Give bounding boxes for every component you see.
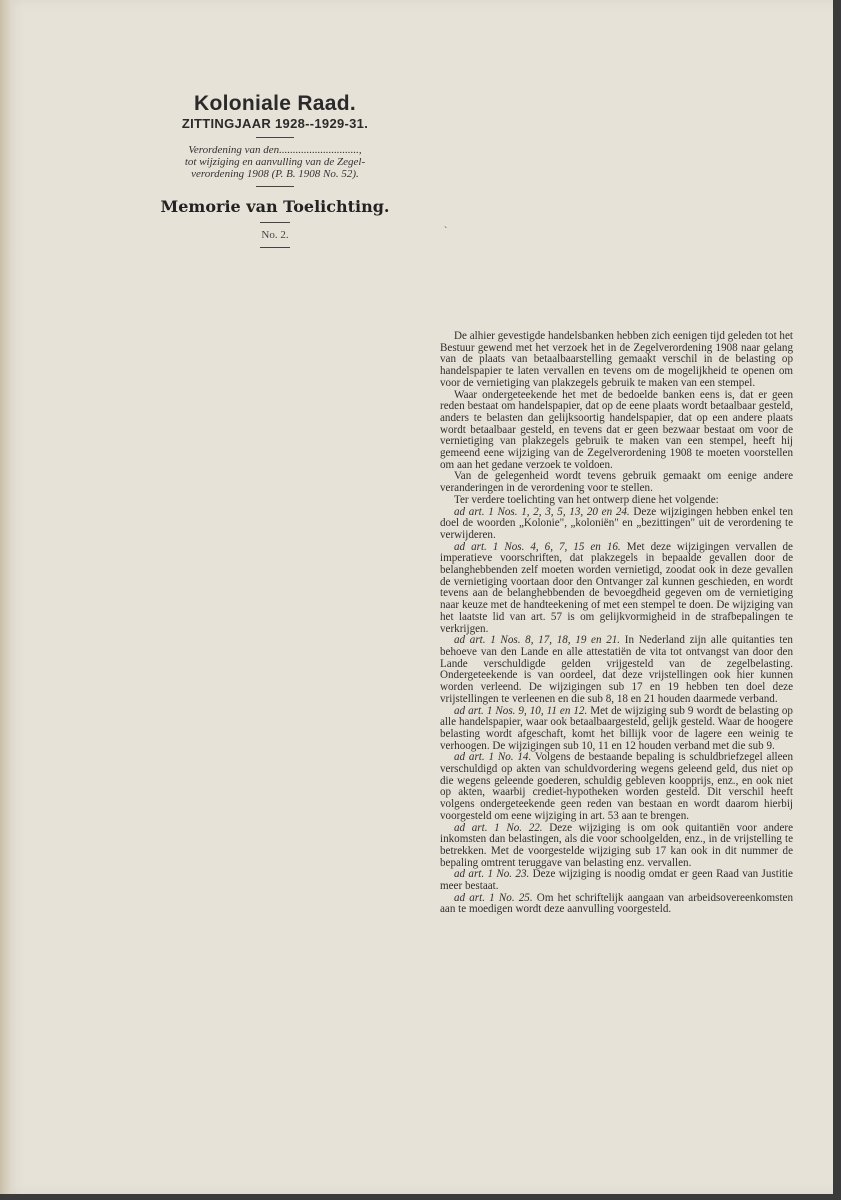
paragraph-text: Deze wijzigingen hebben enkel ten doel de woorden „Kolonie", „koloniën" en „bezittingen" uit de verordening te verwijderen. [440,505,793,541]
paragraph [440,507,793,542]
article-reference: ad art. 1 Nos. 1, 2, 3, 5, 13, 20 en 24. [454,505,630,518]
paragraph: De alhier gevestigde handelsbanken hebben zich eenigen tijd geleden tot het Bestuur gewend met het verzoek het in de Zegelverordening 1908 naar gelang van de plaats van betaalbaarstelling gemaakt verschil in de belasting op handelspapier te laten vervallen en tevens om de mogelijkheid te openen om voor de vernietiging van plakzegels gebruik te maken van een stempel. [440,330,793,389]
document-title: Memorie van Toelichting. [160,197,390,216]
document-number: No. 2. [261,229,289,241]
ordinance-line-1: Verordening van den............................., [188,144,362,156]
session-year: ZITTINGJAAR 1928--1929-31. [181,116,369,131]
paragraph [440,542,793,636]
paragraph-text: Met de wijziging sub 9 wordt de belasting op alle handelspapier, waar ook betaalbaargesteld, gelijk gesteld. Waar de hoogere belasting wordt afgeschaft, komt het billijk voor de lagere een weinig te verhoogen. De wijzigingen sub 10, 11 en 12 houden verband met die sub 9. [440,704,793,752]
paragraph [440,635,793,705]
paragraph-text: Deze wijziging is noodig omdat er geen Raad van Justitie meer bestaat. [440,868,793,893]
article-reference: ad art. 1 Nos. 8, 17, 18, 19 en 21. [454,634,621,647]
page-binding-edge [0,0,12,1194]
paragraph [440,752,793,822]
divider [256,186,294,187]
article-reference: ad art. 1 No. 25. [454,891,533,904]
divider [256,137,294,138]
article-reference: ad art. 1 Nos. 4, 6, 7, 15 en 16. [454,540,621,553]
paragraph [440,823,793,870]
paragraph-text: Volgens de bestaande bepaling is schuldbriefzegel alleen verschuldigd op akten van schuldvordering wegens geleend geld, dus niet op die wegens geleende goederen, schuldig gebleven koopprijs, enz., en ook niet op akten, waarbij crediet-hypotheken worden gesteld. Dit verschil heeft volgens ondergeteekende geen reden van bestaan en wordt daarom hierbij voorgesteld om eene wijziging in art. 53 aan te brengen. [440,751,793,822]
document-header [140,92,410,254]
divider [260,222,290,223]
ordinance-line-3: verordening 1908 (P. B. 1908 No. 52). [191,168,359,180]
paragraph-text: Deze wijziging is om ook quitantiën voor andere inkomsten dan belastingen, als die voor schoolgelden, enz., in de vrijstelling te betrekken. Met de voorgestelde wijziging sub 17 kan ook in dit nummer de bepaling omtrent teruggave van belasting enz. vervallen. [440,821,793,869]
paragraph [440,869,793,892]
explanatory-text [440,331,793,916]
article-reference: ad art. 1 No. 22. [454,821,543,834]
paragraph: Ter verdere toelichting van het ontwerp diene het volgende: [454,493,719,506]
paragraph-text: Om het schriftelijk aangaan van arbeidsovereenkomsten aan te moedigen wordt deze aanvulling voorgesteld. [440,891,794,916]
article-reference: ad art. 1 No. 14. [454,751,532,764]
paragraph: Van de gelegenheid wordt tevens gebruik gemaakt om eenige andere veranderingen in de verordening voor te stellen. [440,470,793,495]
ordinance-description [140,144,410,180]
paragraph [440,706,793,753]
council-title: Koloniale Raad. [193,92,357,115]
paragraph [440,893,793,916]
article-reference: ad art. 1 Nos. 9, 10, 11 en 12. [454,704,588,717]
stray-mark: ` [444,226,448,237]
paragraph-text: Met deze wijzigingen vervallen de imperatieve voorschriften, dat plakzegels in bepaalde gevallen door de belanghebbenden zelf moeten worden vernietigd, zoodat ook in deze gevallen de vernietiging voortaan door den Ontvanger zal kunnen geschieden, en wordt tevens aan de belanghebbenden de bevoegdheid gegeven om de vernietiging naar keuze met de handteekening of met een stempel te doen. De wijziging van het laatste lid van art. 57 is om gelijkvormigheid in de strafbepalingen te verkrijgen. [440,540,793,635]
article-reference: ad art. 1 No. 23. [454,868,530,881]
ordinance-line-2: tot wijziging en aanvulling van de Zegel- [184,156,366,168]
paragraph-text: In Nederland zijn alle quitanties ten behoeve van den Lande en alle attestatiën de vita tot ontvangst van door den Lande verschuldigde gelden vrijgesteld van de zegelbelasting. Ondergeteekende is van oordeel, dat deze vrijstellingen ook hier kunnen worden verleend. De wijzigingen sub 17 en 19 hebben ten doel deze vrijstellingen te verleenen en die sub 8, 18 en 21 houden daarmede verband. [440,634,793,705]
divider [260,247,290,248]
paragraph: Waar ondergeteekende het met de bedoelde banken eens is, dat er geen reden bestaat om handelspapier, dat op de eene plaats wordt betaalbaar gesteld, anders te belasten dan gelijksoortig handelspapier, dat op een andere plaats wordt betaalbaar gesteld, en tevens dat er geen bezwaar bestaat om voor de vernietiging van plakzegels gebruik te maken van een stempel, heeft hij gemeend eene wijziging van de Zegelverordening 1908 te moeten voorstellen om aan het gedane verzoek te voldoen. [440,388,793,471]
